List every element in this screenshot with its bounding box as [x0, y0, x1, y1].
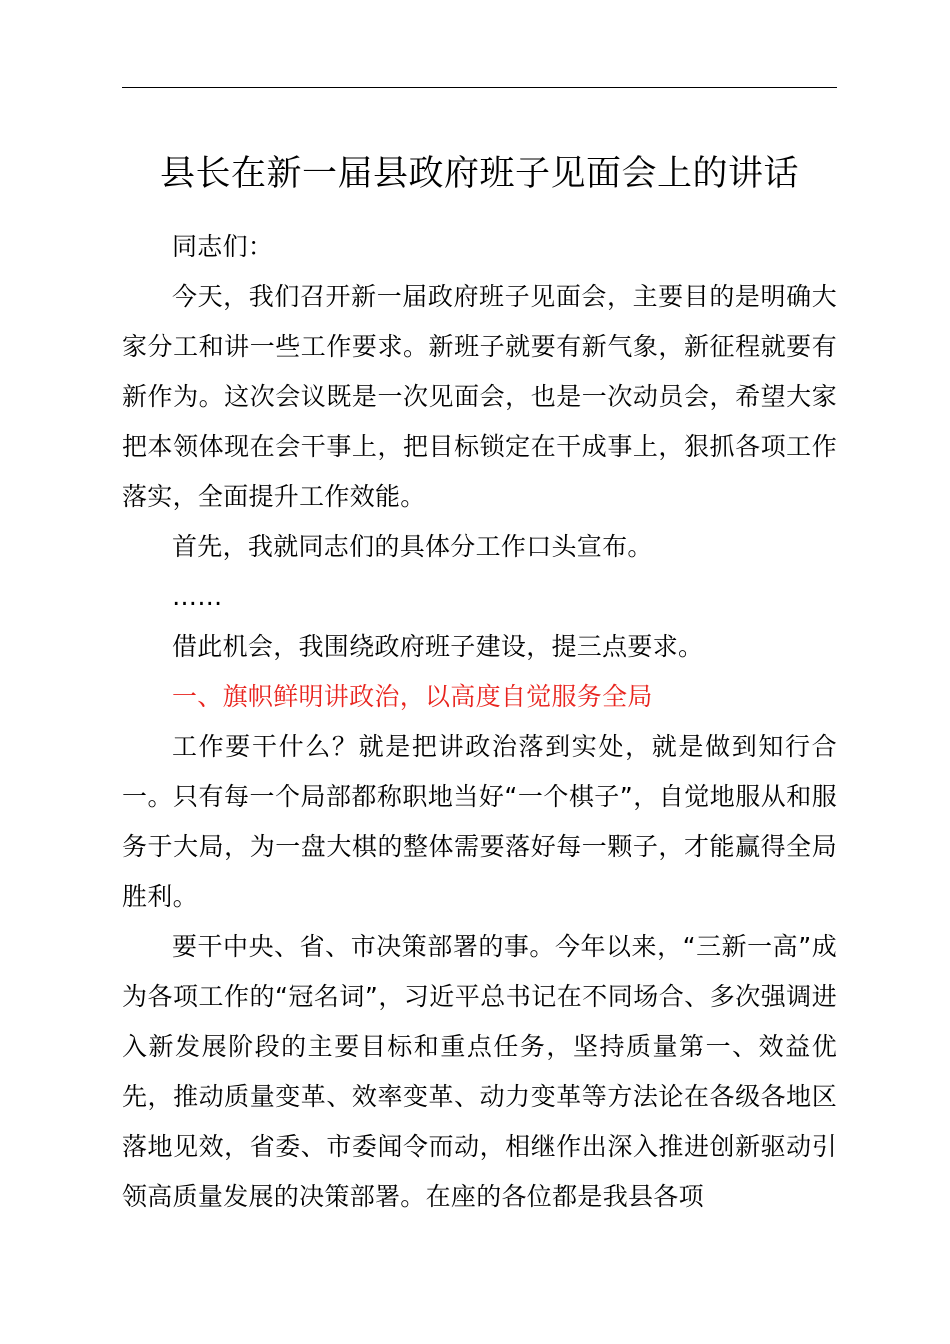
section-heading: 一、旗帜鲜明讲政治，以高度自觉服务全局: [172, 682, 653, 711]
salutation: 同志们：: [172, 232, 274, 261]
document-title: 县长在新一届县政府班子见面会上的讲话: [159, 154, 799, 194]
document-body: [122, 222, 837, 1222]
paragraph: 今天，我们召开新一届政府班子见面会，主要目的是明确大家分工和讲一些工作要求。新班子就要有新气象，新征程就要有新作为。这次会议既是一次见面会，也是一次动员会，希望大家把本领体现在会干事上，把目标锁定在干成事上，狠抓各项工作落实，全面提升工作效能。: [122, 282, 837, 511]
paragraph: 工作要干什么？就是把讲政治落到实处，就是做到知行合一。只有每一个局部都称职地当好“一个棋子”，自觉地服从和服务于大局，为一盘大棋的整体需要落好每一颗子，才能赢得全局胜利。: [122, 732, 837, 911]
header-rule: [122, 87, 837, 88]
ellipsis-line: ……: [172, 582, 223, 611]
paragraph: 借此机会，我围绕政府班子建设，提三点要求。: [172, 632, 704, 661]
paragraph: 首先，我就同志们的具体分工作口头宣布。: [172, 532, 653, 561]
paragraph: 要干中央、省、市决策部署的事。今年以来，“三新一高”成为各项工作的“冠名词”，习近平总书记在不同场合、多次强调进入新发展阶段的主要目标和重点任务，坚持质量第一、效益优先，推动质量变革、效率变革、动力变革等方法论在各级各地区落地见效，省委、市委闻令而动，相继作出深入推进创新驱动引领高质量发展的决策部署。在座的各位都是我县各项: [122, 932, 837, 1211]
